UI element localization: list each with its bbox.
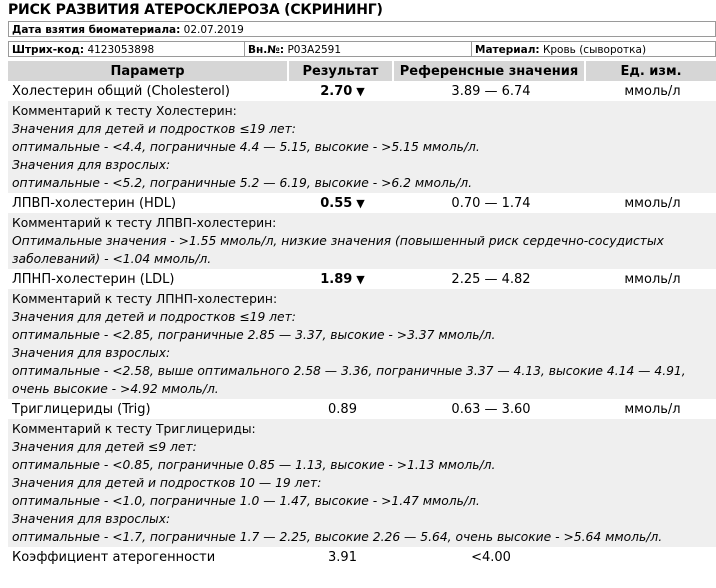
row-param: Триглицериды (Trig) — [12, 401, 151, 417]
meta-barcode-value: 4123053898 — [87, 44, 155, 56]
comment-line: оптимальные - <1.7, пограничные 1.7 — 2.25, высокие 2.26 — 5.64, очень высокие - >5.64 ммоль/л. — [12, 530, 663, 544]
comment-title: Комментарий к тесту Триглицериды: — [12, 422, 256, 436]
comment-line: Значения для детей и подростков 10 — 19 лет: — [12, 476, 322, 490]
row-ref: 0.63 — 3.60 — [451, 401, 531, 417]
row-result — [288, 399, 393, 419]
meta-vn — [245, 42, 472, 56]
row-result — [288, 269, 393, 289]
header-result: Результат — [288, 61, 393, 81]
row-unit: ммоль/л — [624, 195, 681, 211]
comment-row — [8, 419, 716, 547]
meta-barcode-label: Штрих-код: — [12, 44, 85, 56]
table-header-row — [8, 61, 716, 81]
comment-line: Оптимальные значения - >1.55 ммоль/л, низкие значения (повышенный риск сердечно-сосудистых заболеваний) - <1.04 ммоль/л. — [12, 234, 664, 266]
comment-line: Значения для взрослых: — [12, 346, 171, 360]
comment-line: Значения для взрослых: — [12, 158, 171, 172]
row-ref: 0.70 — 1.74 — [451, 195, 531, 211]
comment-title: Комментарий к тесту ЛПВП-холестерин: — [12, 216, 277, 230]
row-ref: 2.25 — 4.82 — [451, 271, 531, 287]
meta-material — [472, 42, 715, 56]
row-param: ЛПВП-холестерин (HDL) — [12, 195, 177, 211]
comment-row — [8, 101, 716, 193]
comment-row — [8, 213, 716, 269]
row-ref: <4.00 — [471, 549, 511, 565]
row-result-value: 1.89 — [320, 271, 353, 287]
meta-date-value: 02.07.2019 — [183, 24, 244, 36]
comment-cell — [8, 289, 716, 399]
table-row — [8, 547, 716, 567]
meta-date-row — [8, 21, 716, 37]
meta-ids-row — [8, 41, 716, 57]
meta-vn-value: P03A2591 — [287, 44, 342, 56]
row-ref: 3.89 — 6.74 — [451, 83, 531, 99]
row-result — [288, 193, 393, 213]
down-arrow-icon: ▼ — [356, 196, 365, 210]
row-result-value: 0.89 — [328, 401, 357, 417]
row-unit: ммоль/л — [624, 83, 681, 99]
meta-date — [9, 22, 715, 36]
row-result-value: 0.55 — [320, 195, 353, 211]
comment-cell — [8, 213, 716, 269]
comment-line: оптимальные - <5.2, пограничные 5.2 — 6.19, высокие - >6.2 ммоль/л. — [12, 176, 472, 190]
comment-cell — [8, 419, 716, 547]
comment-line: Значения для детей ≤9 лет: — [12, 440, 197, 454]
meta-vn-label: Вн.№: — [248, 44, 285, 56]
row-unit — [585, 547, 716, 567]
row-unit: ммоль/л — [624, 271, 681, 287]
table-row — [8, 193, 716, 213]
results-table — [8, 61, 716, 567]
comment-line: оптимальные - <1.0, пограничные 1.0 — 1.47, высокие - >1.47 ммоль/л. — [12, 494, 480, 508]
row-result-value: 2.70 — [320, 83, 353, 99]
comment-line: Значения для детей и подростков ≤19 лет: — [12, 310, 296, 324]
meta-material-value: Кровь (сыворотка) — [542, 44, 647, 56]
down-arrow-icon: ▼ — [356, 272, 365, 286]
row-param: ЛПНП-холестерин (LDL) — [12, 271, 175, 287]
header-param: Параметр — [8, 61, 288, 81]
row-param: Холестерин общий (Cholesterol) — [12, 83, 230, 99]
table-row — [8, 269, 716, 289]
header-unit: Ед. изм. — [585, 61, 716, 81]
row-unit: ммоль/л — [624, 401, 681, 417]
table-row — [8, 81, 716, 101]
comment-title: Комментарий к тесту ЛПНП-холестерин: — [12, 292, 278, 306]
comment-row — [8, 289, 716, 399]
row-param: Коэффициент атерогенности — [12, 549, 216, 565]
comment-line: оптимальные - <2.58, выше оптимального 2.58 — 3.36, пограничные 3.37 — 4.13, высокие 4.14 — 4.91, очень высокие - >4.92 ммоль/л. — [12, 364, 686, 396]
report-page — [8, 0, 716, 567]
report-title: РИСК РАЗВИТИЯ АТЕРОСКЛЕРОЗА (СКРИНИНГ) — [8, 2, 383, 18]
header-ref: Референсные значения — [393, 61, 585, 81]
comment-line: оптимальные - <4.4, пограничные 4.4 — 5.15, высокие - >5.15 ммоль/л. — [12, 140, 480, 154]
row-result — [288, 81, 393, 101]
comment-line: Значения для детей и подростков ≤19 лет: — [12, 122, 296, 136]
row-result-value: 3.91 — [328, 549, 357, 565]
comment-line: Значения для взрослых: — [12, 512, 171, 526]
row-result — [288, 547, 393, 567]
comment-line: оптимальные - <2.85, пограничные 2.85 — 3.37, высокие - >3.37 ммоль/л. — [12, 328, 496, 342]
comment-line: оптимальные - <0.85, пограничные 0.85 — 1.13, высокие - >1.13 ммоль/л. — [12, 458, 496, 472]
meta-material-label: Материал: — [475, 44, 540, 56]
meta-date-label: Дата взятия биоматериала: — [12, 24, 181, 36]
table-body — [8, 81, 716, 567]
comment-cell — [8, 101, 716, 193]
meta-barcode — [9, 42, 245, 56]
comment-title: Комментарий к тесту Холестерин: — [12, 104, 237, 118]
table-row — [8, 399, 716, 419]
down-arrow-icon: ▼ — [356, 84, 365, 98]
